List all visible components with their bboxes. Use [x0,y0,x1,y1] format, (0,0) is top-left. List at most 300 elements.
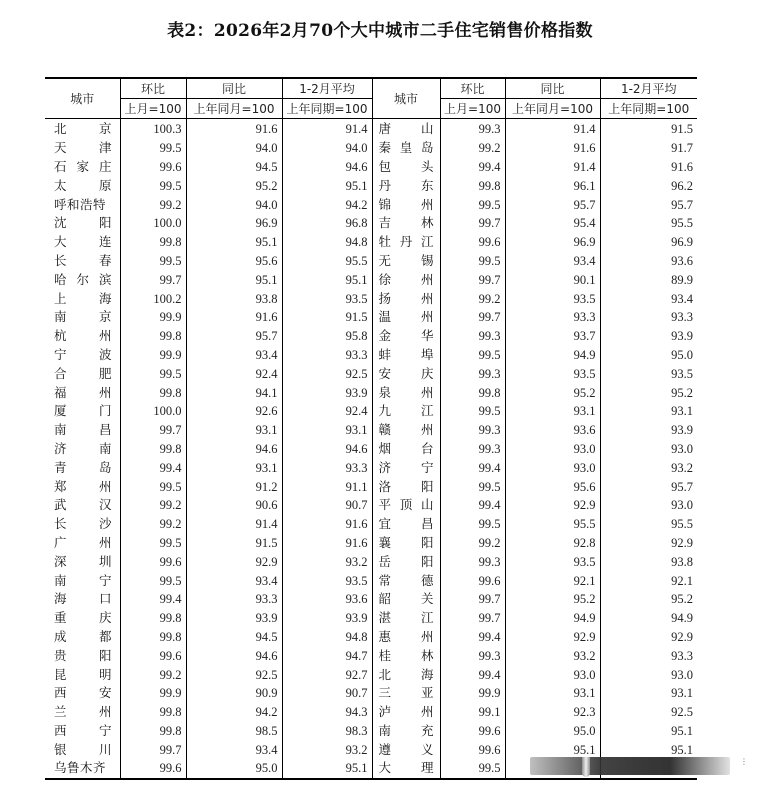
yoy-value-left: 95.0 [186,759,282,779]
table-row [45,402,697,421]
mom-value-left: 99.7 [120,421,186,440]
avg-value-right: 95.2 [600,383,697,402]
header-yoy-base-left: 上年同月=100 [186,99,282,119]
table-row [45,590,697,609]
city-name-left: 深圳 [54,553,112,569]
city-name-left: 大连 [54,234,112,250]
city-name-right: 烟台 [372,440,440,459]
yoy-value-left: 96.9 [186,214,282,233]
mom-value-right: 99.6 [440,740,505,759]
table-row [45,665,697,684]
avg-value-left: 94.6 [282,158,372,177]
mom-value-right: 99.5 [440,252,505,271]
yoy-value-left: 93.4 [186,346,282,365]
city-name-right: 泸州 [372,703,440,722]
mom-value-right: 99.3 [440,119,505,139]
mom-value-left: 99.8 [120,722,186,741]
avg-value-right: 95.7 [600,477,697,496]
mom-value-right: 99.3 [440,421,505,440]
mom-value-left: 99.9 [120,308,186,327]
yoy-value-left: 91.6 [186,119,282,139]
mom-value-right: 99.4 [440,458,505,477]
mom-value-left: 99.8 [120,628,186,647]
city-name-left: 贵阳 [54,647,112,663]
table-row [45,684,697,703]
mom-value-right: 99.2 [440,289,505,308]
city-name-left: 广州 [54,534,112,550]
city-name-left: 宁波 [54,346,112,362]
yoy-value-left: 95.6 [186,252,282,271]
yoy-value-left: 90.6 [186,496,282,515]
yoy-value-right: 93.7 [505,327,600,346]
mom-value-left: 99.5 [120,364,186,383]
avg-value-right: 93.3 [600,646,697,665]
yoy-value-right: 95.2 [505,383,600,402]
table-row [45,252,697,271]
avg-value-right: 95.2 [600,590,697,609]
yoy-value-left: 93.1 [186,458,282,477]
yoy-value-left: 91.5 [186,534,282,553]
table-row [45,515,697,534]
table-row [45,346,697,365]
header-row-top [45,78,697,99]
yoy-value-right: 93.5 [505,552,600,571]
avg-value-left: 93.9 [282,609,372,628]
yoy-value-right: 93.0 [505,458,600,477]
city-name-left: 武汉 [54,497,112,513]
header-yoy-right: 同比 [505,78,600,99]
yoy-value-right: 92.8 [505,534,600,553]
city-name-right: 桂林 [372,646,440,665]
city-name-left: 长春 [54,252,112,268]
mom-value-left: 100.0 [120,214,186,233]
mom-value-left: 99.8 [120,703,186,722]
avg-value-left: 94.3 [282,703,372,722]
city-name-right: 无锡 [372,252,440,271]
city-name-left: 福州 [54,384,112,400]
yoy-value-left: 90.9 [186,684,282,703]
mom-value-right: 99.7 [440,308,505,327]
table-row [45,722,697,741]
avg-value-left: 92.5 [282,364,372,383]
table-row [45,628,697,647]
table-row [45,289,697,308]
city-name-right: 蚌埠 [372,346,440,365]
avg-value-left: 93.2 [282,552,372,571]
avg-value-right: 95.0 [600,346,697,365]
city-name-right: 洛阳 [372,477,440,496]
yoy-value-left: 93.8 [186,289,282,308]
avg-value-left: 93.1 [282,421,372,440]
city-name-left: 成都 [54,628,112,644]
table-row [45,477,697,496]
yoy-value-right: 95.5 [505,515,600,534]
yoy-value-left: 92.5 [186,665,282,684]
header-avg-base-right: 上年同期=100 [600,99,697,119]
city-name-right: 北海 [372,665,440,684]
header-mom-left: 环比 [120,78,186,99]
yoy-value-right: 95.0 [505,722,600,741]
avg-value-left: 91.4 [282,119,372,139]
avg-value-right: 93.9 [600,327,697,346]
mom-value-left: 99.9 [120,346,186,365]
city-name-left: 青岛 [54,459,112,475]
mom-value-left: 99.7 [120,270,186,289]
yoy-value-right: 95.2 [505,590,600,609]
yoy-value-left: 92.6 [186,402,282,421]
yoy-value-right: 93.5 [505,289,600,308]
mom-value-left: 99.6 [120,552,186,571]
yoy-value-left: 93.4 [186,740,282,759]
yoy-value-left: 94.5 [186,628,282,647]
yoy-value-right: 93.3 [505,308,600,327]
avg-value-left: 95.1 [282,176,372,195]
table-row [45,383,697,402]
mom-value-right: 99.4 [440,496,505,515]
mom-value-right: 99.8 [440,383,505,402]
yoy-value-left: 91.2 [186,477,282,496]
yoy-value-right: 91.4 [505,119,600,139]
table-row [45,364,697,383]
city-name-right: 丹东 [372,176,440,195]
city-name-left: 石家庄 [54,158,112,174]
avg-value-right: 93.5 [600,364,697,383]
yoy-value-right: 94.9 [505,609,600,628]
city-name-left: 兰州 [54,704,112,720]
mom-value-left: 99.9 [120,684,186,703]
header-yoy-left: 同比 [186,78,282,99]
yoy-value-left: 94.2 [186,703,282,722]
city-name-left: 上海 [54,290,112,306]
mom-value-right: 99.7 [440,270,505,289]
mom-value-right: 99.3 [440,364,505,383]
avg-value-left: 90.7 [282,496,372,515]
yoy-value-left: 95.2 [186,176,282,195]
mom-value-left: 99.2 [120,496,186,515]
city-name-left: 天津 [54,140,112,156]
avg-value-left: 91.5 [282,308,372,327]
avg-value-right: 93.1 [600,684,697,703]
city-name-right: 九江 [372,402,440,421]
mom-value-left: 99.8 [120,440,186,459]
city-name-left: 长沙 [54,516,112,532]
mom-value-left: 99.5 [120,571,186,590]
yoy-value-left: 95.1 [186,270,282,289]
table-row [45,233,697,252]
city-name-left: 厦门 [54,403,112,419]
city-name-right: 唐山 [372,119,440,139]
table-row [45,552,697,571]
city-name-right: 徐州 [372,270,440,289]
city-name-right: 韶关 [372,590,440,609]
mom-value-left: 99.8 [120,233,186,252]
avg-value-right: 93.9 [600,421,697,440]
yoy-value-left: 95.7 [186,327,282,346]
table-row [45,458,697,477]
header-row-base [45,99,697,119]
mom-value-right: 99.2 [440,534,505,553]
yoy-value-left: 93.9 [186,609,282,628]
mom-value-left: 100.0 [120,402,186,421]
table-row [45,534,697,553]
yoy-value-left: 93.3 [186,590,282,609]
avg-value-right: 95.7 [600,195,697,214]
avg-value-right: 92.5 [600,703,697,722]
yoy-value-right: 93.1 [505,402,600,421]
city-name-left: 杭州 [54,328,112,344]
city-name-right: 金华 [372,327,440,346]
yoy-value-left: 94.0 [186,139,282,158]
yoy-value-left: 93.4 [186,571,282,590]
avg-value-left: 91.6 [282,534,372,553]
city-name-right: 三亚 [372,684,440,703]
avg-value-left: 92.7 [282,665,372,684]
city-name-right: 泉州 [372,383,440,402]
table-body [45,119,697,779]
mom-value-right: 99.7 [440,609,505,628]
yoy-value-right: 93.6 [505,421,600,440]
city-name-left: 郑州 [54,478,112,494]
avg-value-right: 93.8 [600,552,697,571]
yoy-value-left: 94.1 [186,383,282,402]
mom-value-left: 99.4 [120,458,186,477]
city-name-right: 安庆 [372,364,440,383]
mom-value-right: 99.4 [440,158,505,177]
mom-value-right: 99.3 [440,552,505,571]
avg-value-right: 93.3 [600,308,697,327]
table-row [45,571,697,590]
avg-value-left: 98.3 [282,722,372,741]
table-row [45,119,697,139]
yoy-value-right: 90.1 [505,270,600,289]
mom-value-right: 99.5 [440,515,505,534]
avg-value-left: 93.6 [282,590,372,609]
city-name-left: 乌鲁木齐 [45,759,120,779]
yoy-value-right: 92.1 [505,571,600,590]
city-name-right: 包头 [372,158,440,177]
city-name-left: 合肥 [54,365,112,381]
mom-value-right: 99.8 [440,176,505,195]
city-name-left: 沈阳 [54,215,112,231]
city-name-right: 遵义 [372,740,440,759]
table-row [45,270,697,289]
avg-value-right: 93.2 [600,458,697,477]
mom-value-left: 99.6 [120,646,186,665]
city-name-right: 大理 [372,759,440,779]
avg-value-left: 93.5 [282,571,372,590]
mom-value-left: 99.8 [120,609,186,628]
city-name-left: 哈尔滨 [54,271,112,287]
city-name-right: 湛江 [372,609,440,628]
table-row [45,214,697,233]
avg-value-right: 96.9 [600,233,697,252]
city-name-left: 南宁 [54,572,112,588]
table-row [45,646,697,665]
mom-value-left: 99.5 [120,477,186,496]
avg-value-right: 89.9 [600,270,697,289]
city-name-right: 宜昌 [372,515,440,534]
avg-value-left: 94.8 [282,628,372,647]
mom-value-right: 99.6 [440,233,505,252]
mom-value-left: 99.5 [120,139,186,158]
mom-value-left: 99.5 [120,176,186,195]
table-row [45,195,697,214]
table-row [45,440,697,459]
avg-value-right: 95.1 [600,740,697,759]
city-name-right: 平顶山 [372,496,440,515]
mom-value-right: 99.5 [440,346,505,365]
mom-value-left: 99.2 [120,195,186,214]
yoy-value-left: 93.1 [186,421,282,440]
yoy-value-left: 94.6 [186,646,282,665]
yoy-value-right: 95.4 [505,214,600,233]
yoy-value-left: 98.5 [186,722,282,741]
city-name-right: 扬州 [372,289,440,308]
avg-value-left: 94.0 [282,139,372,158]
city-name-left: 银川 [54,741,112,757]
header-avg-right: 1-2月平均 [600,78,697,99]
yoy-value-left: 91.6 [186,308,282,327]
header-mom-base-left: 上月=100 [120,99,186,119]
avg-value-left: 94.2 [282,195,372,214]
mom-value-right: 99.7 [440,590,505,609]
price-index-table [45,77,697,780]
mom-value-left: 99.5 [120,534,186,553]
mom-value-right: 99.6 [440,571,505,590]
yoy-value-right: 91.4 [505,158,600,177]
city-name-right: 赣州 [372,421,440,440]
yoy-value-right: 93.1 [505,684,600,703]
avg-value-right: 92.1 [600,571,697,590]
table-title: 表2：2026年2月70个大中城市二手住宅销售价格指数 [167,21,593,41]
avg-value-right: 96.2 [600,176,697,195]
header-yoy-base-right: 上年同月=100 [505,99,600,119]
table-row [45,308,697,327]
mom-value-right: 99.3 [440,646,505,665]
yoy-value-right: 95.7 [505,195,600,214]
mom-value-right: 99.5 [440,759,505,779]
watermark-notch [582,757,590,777]
yoy-value-left: 94.6 [186,440,282,459]
city-name-right: 岳阳 [372,552,440,571]
yoy-value-right: 93.2 [505,646,600,665]
avg-value-right: 95.5 [600,515,697,534]
table-row [45,703,697,722]
mom-value-right: 99.5 [440,195,505,214]
city-name-right: 锦州 [372,195,440,214]
mom-value-right: 99.2 [440,139,505,158]
yoy-value-left: 94.5 [186,158,282,177]
header-city-left: 城市 [45,78,120,119]
city-name-left: 太原 [54,177,112,193]
avg-value-left: 91.1 [282,477,372,496]
avg-value-left: 94.7 [282,646,372,665]
table-row [45,496,697,515]
table-row [45,609,697,628]
avg-value-right: 93.1 [600,402,697,421]
city-name-right: 惠州 [372,628,440,647]
city-name-right: 温州 [372,308,440,327]
avg-value-right: 92.9 [600,534,697,553]
avg-value-right: 91.6 [600,158,697,177]
mom-value-left: 99.2 [120,515,186,534]
header-mom-right: 环比 [440,78,505,99]
header-avg-base-left: 上年同期=100 [282,99,372,119]
yoy-value-right: 95.6 [505,477,600,496]
yoy-value-right: 96.9 [505,233,600,252]
mom-value-left: 99.2 [120,665,186,684]
yoy-value-right: 95.1 [505,740,600,759]
avg-value-left: 93.3 [282,346,372,365]
avg-value-right: 94.9 [600,609,697,628]
mom-value-left: 99.6 [120,759,186,779]
avg-value-left: 95.1 [282,759,372,779]
avg-value-right: 91.7 [600,139,697,158]
mom-value-left: 100.2 [120,289,186,308]
yoy-value-right: 92.3 [505,703,600,722]
mom-value-left: 99.8 [120,327,186,346]
yoy-value-right: 93.0 [505,665,600,684]
mom-value-left: 99.6 [120,158,186,177]
avg-value-left: 91.6 [282,515,372,534]
watermark-dots-icon: ⋮ [740,757,748,766]
city-name-right: 秦皇岛 [372,139,440,158]
mom-value-right: 99.3 [440,327,505,346]
city-name-left: 昆明 [54,666,112,682]
yoy-value-left: 91.4 [186,515,282,534]
city-name-left: 海口 [54,591,112,607]
mom-value-left: 99.8 [120,383,186,402]
avg-value-right: 93.0 [600,665,697,684]
yoy-value-right: 91.6 [505,139,600,158]
yoy-value-left: 95.1 [186,233,282,252]
mom-value-right: 99.6 [440,722,505,741]
avg-value-left: 93.3 [282,458,372,477]
city-name-left: 西宁 [54,722,112,738]
yoy-value-left: 92.4 [186,364,282,383]
mom-value-right: 99.7 [440,214,505,233]
yoy-value-right: 93.0 [505,440,600,459]
table-row [45,139,697,158]
avg-value-left: 93.5 [282,289,372,308]
avg-value-left: 95.5 [282,252,372,271]
avg-value-right: 93.0 [600,496,697,515]
yoy-value-right: 92.9 [505,628,600,647]
city-name-left: 济南 [54,440,112,456]
avg-value-left: 95.1 [282,270,372,289]
mom-value-right: 99.9 [440,684,505,703]
avg-value-left: 93.2 [282,740,372,759]
mom-value-right: 99.5 [440,477,505,496]
yoy-value-right: 92.9 [505,496,600,515]
mom-value-left: 100.3 [120,119,186,139]
avg-value-left: 96.8 [282,214,372,233]
city-name-left: 呼和浩特 [54,196,107,212]
city-name-right: 济宁 [372,458,440,477]
city-name-left: 西安 [54,685,112,701]
header-avg-left: 1-2月平均 [282,78,372,99]
avg-value-left: 92.4 [282,402,372,421]
city-name-right: 牡丹江 [372,233,440,252]
table-row [45,158,697,177]
header-mom-base-right: 上月=100 [440,99,505,119]
mom-value-right: 99.4 [440,665,505,684]
table-row [45,421,697,440]
city-name-right: 吉林 [372,214,440,233]
mom-value-right: 99.5 [440,402,505,421]
avg-value-right: 91.5 [600,119,697,139]
city-name-right: 南充 [372,722,440,741]
